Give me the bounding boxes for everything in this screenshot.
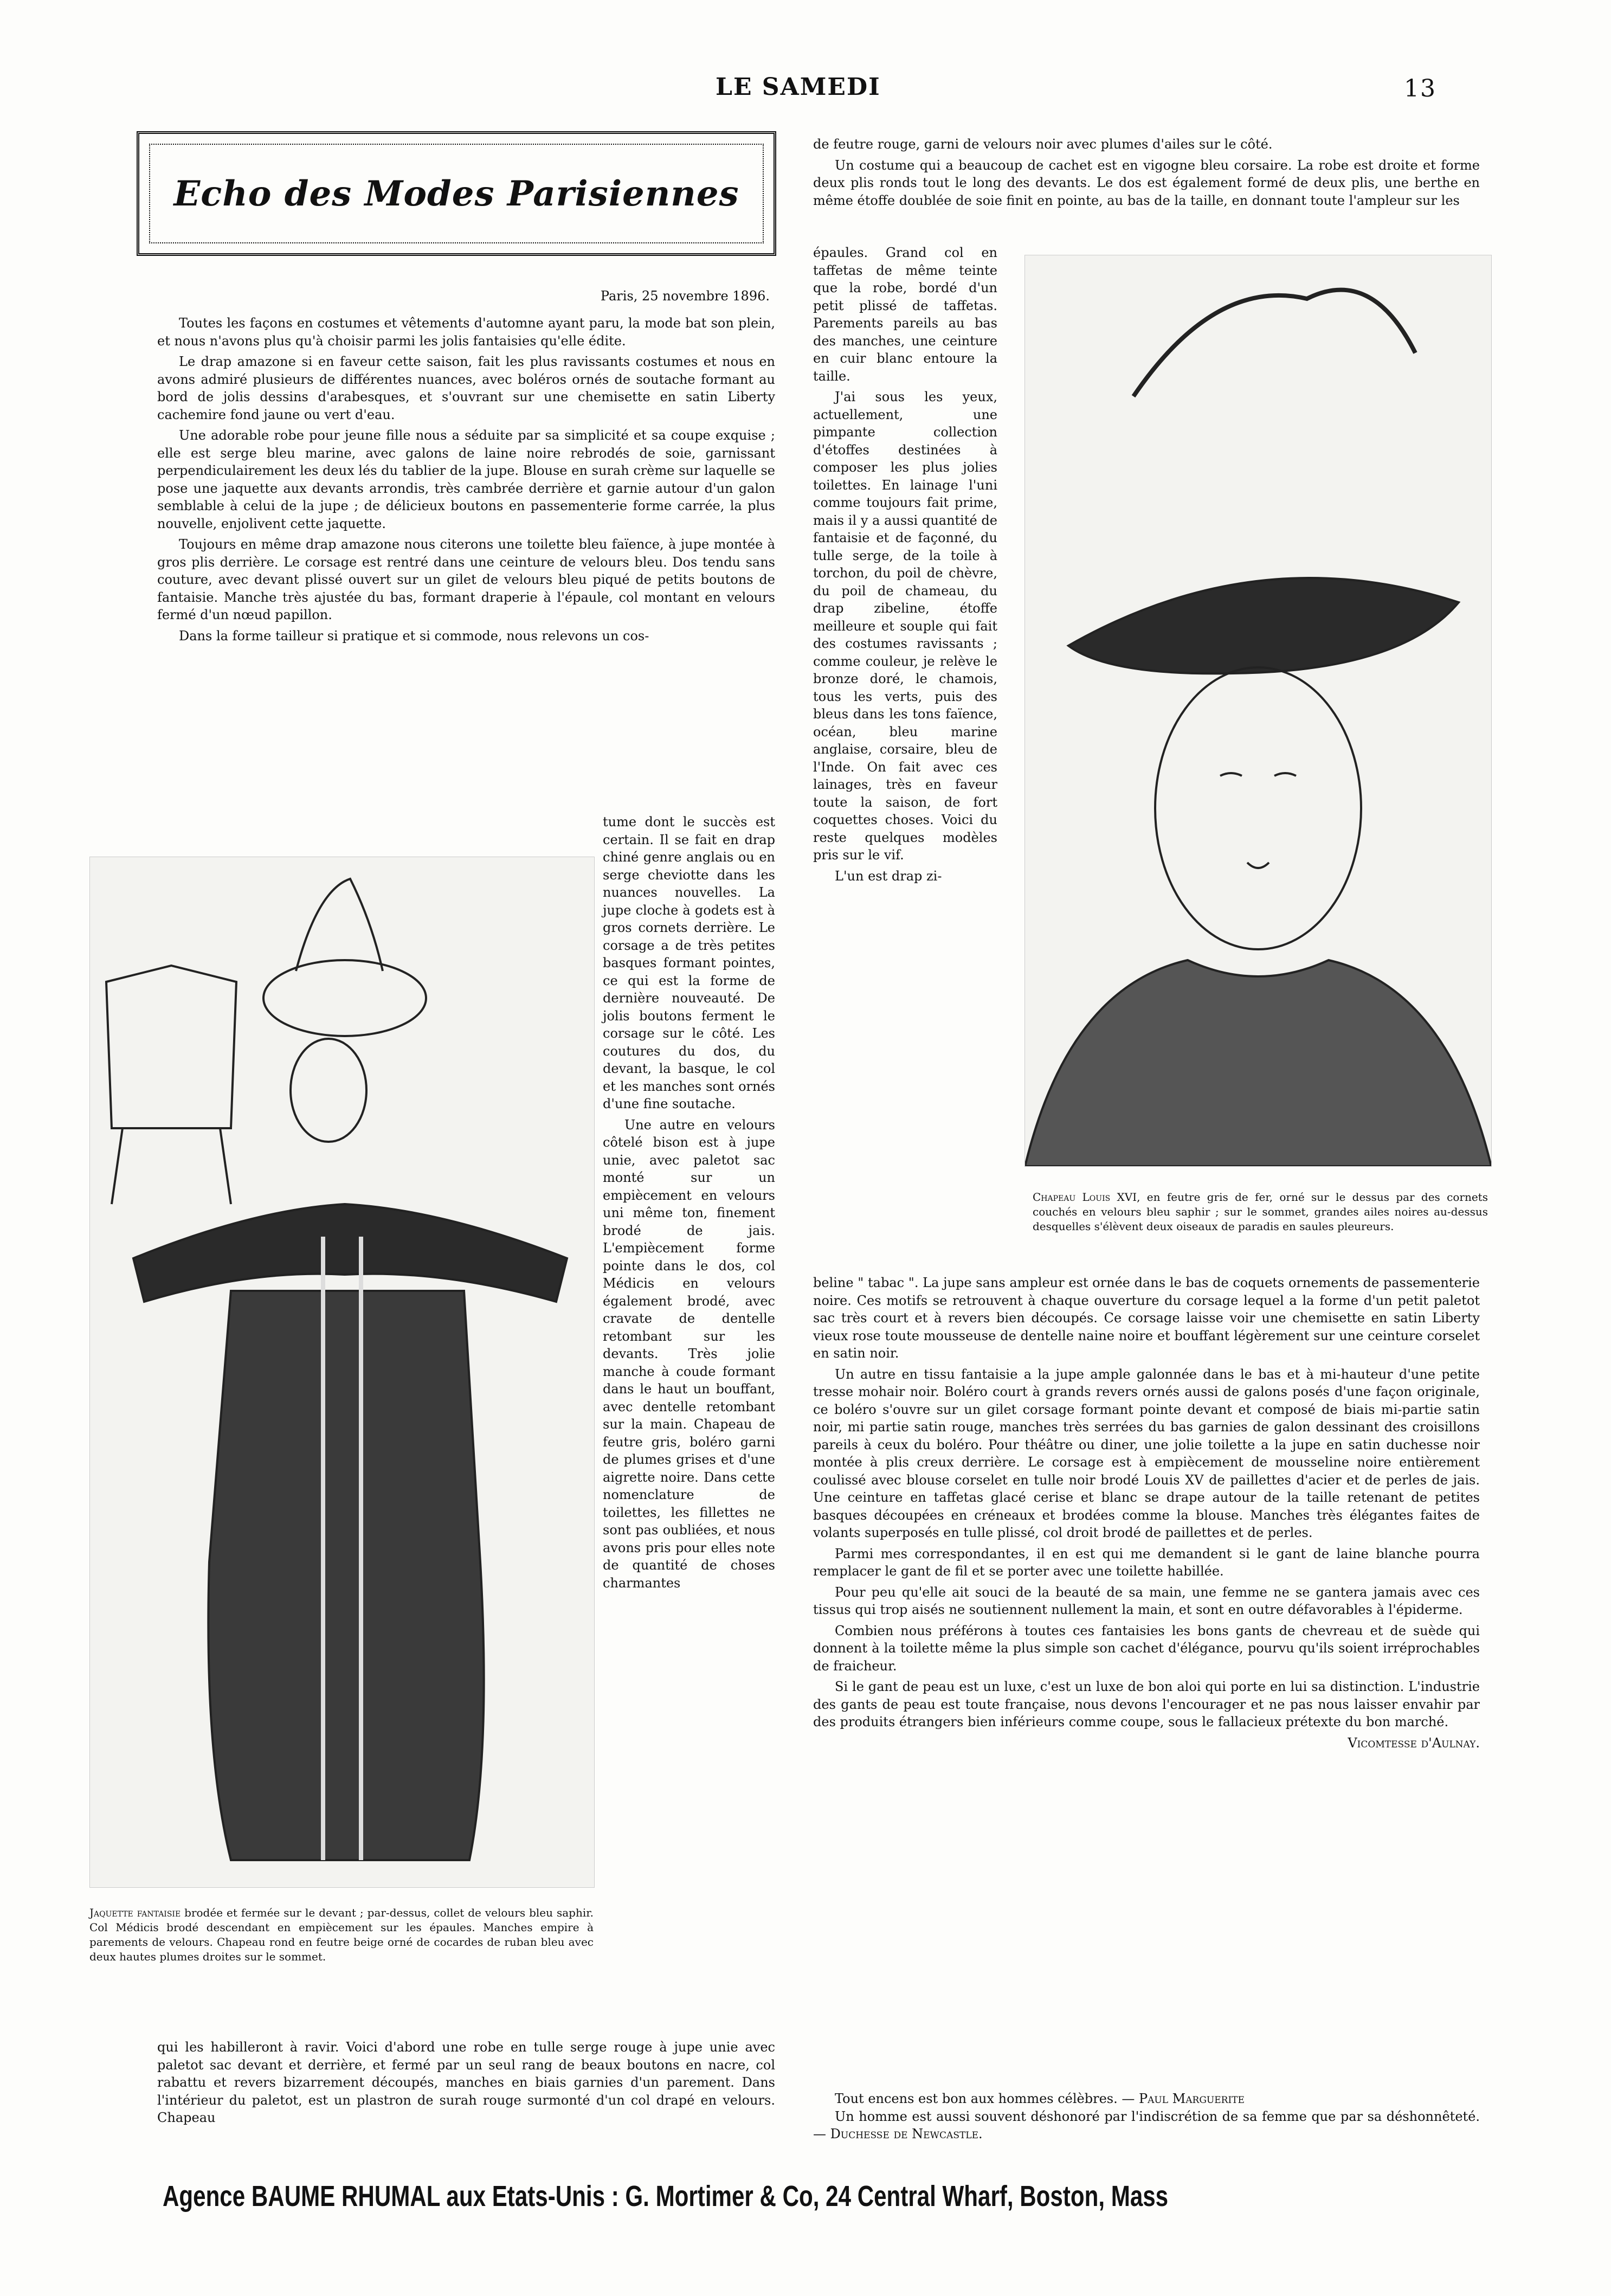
paragraph: Si le gant de peau est un luxe, c'est un luxe de bon aloi qui porte en lui sa distinction. L'industrie des gants de peau est toute française, nous devons l'encourager et ne pas nous laisser envahir par des produits étrangers bien inférieurs comme coupe, sous le fallacieux prétexte du bon marché. <box>813 1679 1480 1729</box>
right-narrow-column <box>813 244 997 888</box>
footer-advert: Agence BAUME RHUMAL aux Etats-Unis : G. Mortimer & Co, 24 Central Wharf, Boston, Mass <box>163 2180 1169 2213</box>
journal-title: LE SAMEDI <box>716 73 881 101</box>
quotes <box>813 2090 1480 2143</box>
paragraph: épaules. Grand col en taffetas de même teinte que la robe, bordé d'un petit plissé de taffetas. Parements pareils au bas des manches, une ceinture en cuir blanc entoure la taille. <box>813 245 997 384</box>
signature: Vicomtesse d'Aulnay. <box>1348 1735 1480 1751</box>
paragraph: Dans la forme tailleur si pratique et si commode, nous relevons un cos- <box>179 628 649 644</box>
paragraph: J'ai sous les yeux, actuellement, une pimpante collection d'étoffes destinées à composer les plus jolies toilettes. En lainage l'uni comme toujours fait prime, mais il y a aussi quantité de fantaisie et de façonné, du tulle serge, de la toile à torchon, du poil de chèvre, du poil de chameau, du drap zibeline, étoffe meilleure et souple qui fait des costumes ravissants ; comme couleur, je relève le bronze doré, le chamois, tous les verts, puis des bleus dans les tons faïence, océan, bleu marine anglaise, corsaire, bleu de l'Inde. On fait avec ces lainages, très en faveur toute la saison, de fort coquettes choses. Voici du reste quelques modèles pris sur le vif. <box>813 389 997 863</box>
hat-portrait-drawing <box>1025 255 1491 1166</box>
quote: Tout encens est bon aux hommes célèbres. — Paul Marguerite <box>835 2091 1245 2106</box>
left-bottom <box>157 2038 775 2130</box>
caption-lead: Chapeau Louis XVI <box>1033 1191 1137 1204</box>
paragraph: de feutre rouge, garni de velours noir avec plumes d'ailes sur le côté. <box>813 137 1273 152</box>
dateline: Paris, 25 novembre 1896. <box>600 288 770 304</box>
paragraph: Le drap amazone si en faveur cette saison, fait les plus ravissants costumes et nous en avons admiré plusieurs de différentes nuances, avec boléros ornés de soutache formant au bord de jolis dessins d'arabesques, et s'ouvrant sur une chemisette en satin Liberty cachemire fond jaune ou vert d'eau. <box>157 354 775 422</box>
paragraph: Un autre en tissu fantaisie a la jupe ample galonnée dans le bas et à mi-hauteur d'une petite tresse mohair noir. Boléro court à grands revers ornés aussi de galons posés d'une façon originale, ce boléro s'ouvre sur un gilet corsage formant pointe devant et composé de biais mi-partie satin noir, mi partie satin rouge, manches très serrées du bas garnies de galon dessinant des croisillons pareils à ceux du boléro. Pour théâtre ou diner, une jolie toilette a la jupe en satin duchesse noir montée à plis creux derrière. Le corsage est à empiècement de mousseline noire entièrement coulissé avec blouse corselet en tulle noir brodé Louis XV de paillettes d'acier et de perles de jais. Une ceinture en taffetas glacé cerise et blanc se drape autour de la taille retenant de petites basques découpées en créneaux et brodées comme la blouse. Manches très élégantes faites de volants superposés en tulle plissé, col droit brodé de paillettes et de perles. <box>813 1366 1480 1540</box>
chapeau-illustration <box>1024 255 1492 1167</box>
paragraph: tume dont le succès est certain. Il se fait en drap chiné genre anglais ou en serge cheviotte dans les nuances nouvelles. La jupe cloche à godets est à gros cornets derrière. Le corsage a de très petites basques formant pointes, ce qui est la forme de dernière nouveauté. De jolis boutons ferment le corsage sur le côté. Les coutures du dos, du devant, la basque, le col et les manches sont ornés d'une fine soutache. <box>603 814 775 1111</box>
right-top <box>813 136 1480 213</box>
paragraph: Toujours en même drap amazone nous citerons une toilette bleu faïence, à jupe montée à gros plis derrière. Le corsage est rentré dans une ceinture de velours bleu. Dos tendu sans couture, avec devant plissé ouvert sur un gilet de velours bleu piqué de petits boutons de fantaisie. Manche très ajustée du bas, formant draperie à l'épaule, col montant en velours fermé d'un nœud papillon. <box>157 537 775 622</box>
section-title-frame <box>137 131 776 256</box>
paragraph: Pour peu qu'elle ait souci de la beauté de sa main, une femme ne se gantera jamais avec ces tissus qui trop aisés ne soutiennent nullement la main, et sont en outre défavorables à l'épiderme. <box>813 1584 1480 1617</box>
section-title: Echo des Modes Parisiennes <box>173 173 739 214</box>
quote: Un homme est aussi souvent déshonoré par l'indiscrétion de sa femme que par sa déshonnêteté.— Duchesse de Newcastle. <box>813 2108 1480 2141</box>
paragraph: Une adorable robe pour jeune fille nous a séduite par sa simplicité et sa coupe exquise ; elle est serge bleu marine, avec galons de laine noire rebrodés de soie, garnissant perpendiculairement les deux lés du tablier de la jupe. Blouse en surah crème sur laquelle se pose une jaquette aux devants arrondis, très cambrée derrière et garnie autour d'un galon semblable à celui de la jupe ; de délicieux boutons en passementerie forme carrée, la plus nouvelle, enjolivent cette jaquette. <box>157 428 775 531</box>
paragraph: Parmi mes correspondantes, il en est qui me demandent si le gant de laine blanche pourra remplacer le gant de fil et se porter avec une toilette habillée. <box>813 1546 1480 1579</box>
right-caption <box>1033 1190 1488 1234</box>
page-number: 13 <box>1404 75 1436 102</box>
caption-lead: Jaquette fantaisie <box>89 1906 181 1919</box>
narrow-column <box>603 813 775 1595</box>
jaquette-illustration <box>89 857 595 1888</box>
paragraph: beline " tabac ". La jupe sans ampleur est ornée dans le bas de coquets ornements de passementerie noire. Ces motifs se retrouvent à chaque ouverture du corsage lequel a la forme d'un petit paletot sac très court et à revers bien découpés. Ce corsage laisse voir une chemisette en satin Liberty vieux rose toute mousseuse de dentelle naine noire et bouffant légèrement sur une ceinture corselet en satin noir. <box>813 1275 1480 1361</box>
caption-text: , en feutre gris de fer, orné sur le dessus par des cornets couchés en velours bleu saphir ; sur le sommet, grandes ailes noires au-dessus desquelles s'élèvent deux oiseaux de paradis en saules pleureurs. <box>1033 1191 1488 1233</box>
paragraph: Une autre en velours côtelé bison est à jupe unie, avec paletot sac monté sur un empiècement en velours uni même ton, finement brodé de jais. L'empiècement forme pointe dans le dos, col Médicis en velours également brodé, avec cravate de dentelle retombant sur les devants. Très jolie manche à coude formant dans le haut un bouffant, avec dentelle retombant sur la main. Chapeau de feutre gris, boléro garni de plumes grises et d'une aigrette noire. Dans cette nomenclature de toilettes, les fillettes ne sont pas oubliées, et nous avons pris pour elles note de quantité de choses charmantes <box>603 1117 775 1591</box>
caption-text: brodée et fermée sur le devant ; par-dessus, collet de velours bleu saphir. Col Médicis brodé descendant en empiècement sur les épaules. Manches empire à parements de velours. Chapeau rond en feutre beige orné de cocardes de ruban bleu avec deux hautes plumes droites sur le sommet. <box>89 1906 594 1963</box>
left-column <box>157 314 775 648</box>
paragraph: Un costume qui a beaucoup de cachet est en vigogne bleu corsaire. La robe est droite et forme deux plis ronds tout le long des devants. Le dos est également formé de deux plis, une berthe en même étoffe doublée de soie finit en pointe, au bas de la taille, en donnant toute l'ampleur sur les <box>813 157 1480 208</box>
left-caption <box>89 1906 594 1964</box>
paragraph: Toutes les façons en costumes et vêtements d'automne ayant paru, la mode bat son plein, et nous n'avons plus qu'à choisir parmi les jolis fantaisies qu'elle édite. <box>157 316 775 349</box>
fashion-plate-drawing <box>90 857 594 1887</box>
paragraph: Combien nous préférons à toutes ces fantaisies les bons gants de chevreau et de suède qui donnent à la toilette même la plus simple son cachet d'élégance, pourvu qu'ils soient irréprochables de fraicheur. <box>813 1623 1480 1674</box>
paragraph: L'un est drap zi- <box>835 868 942 884</box>
paragraph: qui les habilleront à ravir. Voici d'abord une robe en tulle serge rouge à jupe unie avec paletot sac devant et derrière, et fermé par un seul rang de beaux boutons en nacre, col rabattu et revers bizarrement découpés, manches en biais garnies d'un parement. Dans l'intérieur du paletot, est un plastron de surah rouge surmonté d'un col drapé en velours. Chapeau <box>157 2040 775 2125</box>
right-lower <box>813 1274 1480 1752</box>
